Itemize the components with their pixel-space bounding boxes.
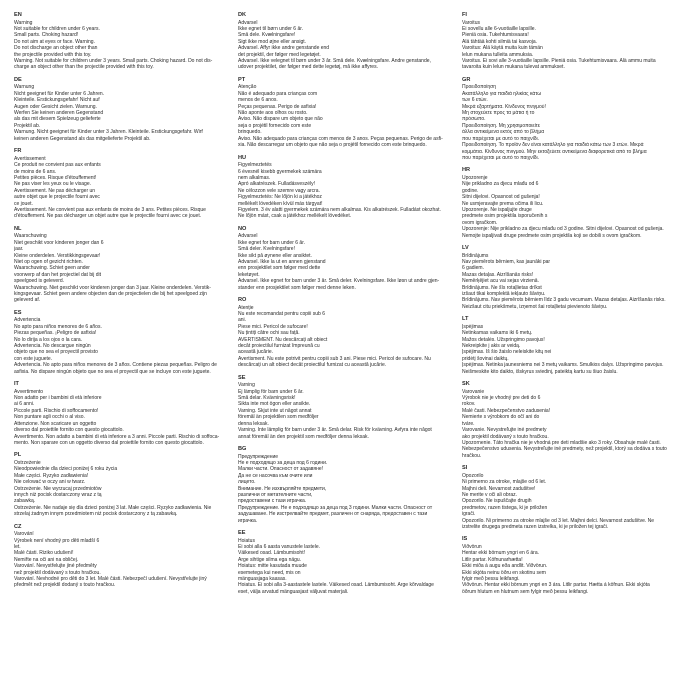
warning-text-line: предоставени с тази играчка. — [238, 498, 307, 505]
warning-text-line: лицето. — [238, 479, 256, 486]
warning-text-line: Ne usmjeravajte prema očima ili licu. — [462, 200, 544, 207]
warning-text-line: AVERTISMENT. Nu descărcați alt obiect — [238, 336, 328, 343]
warning-text-line: 6 évesnél kisebb gyermekek számára — [238, 168, 322, 175]
language-code: LV — [462, 244, 469, 251]
warning-text-line: Niet geschikt voor kinderen jonger dan 6 — [14, 239, 104, 246]
warning-text-line: Piese mici. Pericol de sufocare! — [238, 323, 308, 330]
warning-text-line: innych niż pocisk dostarczony wraz z tą — [14, 491, 102, 498]
warning-text-line: Advarsel — [238, 19, 258, 26]
warning-text-line: udover projektilet, der følger med dette legetøj, må ikke affyres. — [238, 64, 378, 71]
language-code: FR — [14, 148, 22, 155]
warning-text-line: mellékelt lövedéken kívül más tárgyat! — [238, 200, 323, 207]
warning-text-line: Sikta inte mot ögon eller ansikte. — [238, 401, 311, 408]
warning-text-line: ce jouet. — [14, 200, 33, 207]
warning-text-line: než projektil dodávaný s touto hračkou. — [14, 569, 101, 576]
language-code: EE — [238, 529, 246, 536]
warning-text-line: Nemiřte na oči ani na obličej. — [14, 556, 79, 563]
warning-text-line: strzelaj żadnym innym przedmiotem niż pocisk dostarczony z tą zabawką. — [14, 511, 178, 518]
warning-text-line: Ikke egnet til børn under 6 år. — [238, 26, 304, 32]
language-code: IT — [14, 381, 19, 388]
warning-text-line: που παρέχεται με αυτό το παιχνίδι. — [462, 135, 540, 142]
warning-text-line: Varovanie — [462, 388, 485, 395]
warning-text-line: Nemojte ispaljivati druge predmete osim projektila koji se dobili s ovom igračkom. — [462, 232, 642, 239]
warning-text-line: Non puntare agli occhi o al viso. — [14, 414, 85, 421]
warning-text-line: als das mit diesem Spielzeug gelieferte — [14, 116, 101, 123]
warning-text-line: Pieniä osia. Tukehtumisvaara! — [462, 32, 529, 39]
warning-text-line: the projectile provided with this toy. — [14, 51, 92, 58]
warning-text-line: Figyelem. 3 év alatti gyermekek számára nem alkalmas. Kis alkatrészek. Fulladást okozhat. — [238, 206, 441, 213]
warning-text-line: Projektil ab. — [14, 122, 41, 129]
warning-text-line: Avertissement. Ne pas décharger un — [14, 187, 96, 194]
warning-text-line: Små deler. Kvelningsfare! — [238, 246, 295, 253]
warning-text-line: Avertisment. Nu este potrivit pentru copiii sub 3 ani. Piese mici. Pericol de sufocare. Nu — [238, 355, 431, 362]
warning-text-line: задушаване. Не изстрелвайте предмет, различен от снаряда, предоставен с тази — [238, 511, 428, 518]
warning-text-line: Advarsel. Ikke egnet for barn under 3 år. Små deler. Kvelningsfare. Ikke løsn ut andre gjen- — [238, 278, 440, 285]
warning-text-line: Ei sovellu alle 6-vuotiaille lapsille. — [462, 26, 536, 32]
warning-text-line: Not suitable for children under 6 years. — [14, 26, 100, 32]
warning-text-line: Ostrzeżenie. Nie nadaje się dla dzieci poniżej 3 lat. Małe części. Ryzyko zadławienia. Nie — [14, 504, 212, 511]
warning-text-line: Hoiatus — [238, 537, 255, 544]
column-3 — [462, 12, 674, 601]
warning-text-line: Nie celować w oczy ani w twarz. — [14, 479, 86, 486]
warning-text-line: keinen anderen Gegenstand als das mitgelieferte Projektil ab. — [14, 135, 151, 142]
warning-text-line: föremål än projektilen som medföljer — [238, 414, 319, 421]
warning-text-line: Výrobok nie je vhodný pre deti do 6 — [462, 395, 541, 402]
warning-text-line: Viðvörun. Hentar ekki börnum yngri en 3 ára. Litlir partar. Hætta á köfnun. Ekki skjóta — [462, 582, 650, 589]
warning-section-pt — [238, 77, 450, 149]
warning-text-line: hračkou. — [462, 452, 482, 459]
warning-text-line: menos de 6 anos. — [238, 97, 278, 104]
warning-text-line: Ekki skjóta neinu öðru en skotinu sem — [462, 569, 546, 576]
warning-text-line: Nu este recomandat pentru copiii sub 6 — [238, 311, 325, 317]
warning-text-line: 6 gadiem. — [462, 265, 484, 272]
warning-text-line: predmetov, razen tistega, ki je priložen — [462, 504, 548, 511]
warning-text-line: Avertissement — [14, 155, 46, 162]
warning-text-line: Advertencia. No descargue ningún — [14, 343, 91, 350]
warning-text-line: Malé části. Riziko udušení! — [14, 550, 74, 557]
warning-text-line: ani. — [238, 317, 247, 324]
warning-text-line: autre objet que le projectile fourni avec — [14, 194, 100, 201]
warning-text-line: Įspėjimas. Iš šio žaislo neleiskite kitų nei — [462, 349, 552, 356]
warning-text-line: Avertissement. Ne convient pas aux enfants de moins de 3 ans. Petites pièces. Risque — [14, 206, 206, 213]
warning-text-line: Varoitus — [462, 19, 480, 26]
warning-text-line: Varování. Nevystřelujte jiné předměty — [14, 563, 97, 570]
warning-text-line: kingsgevaar. Schiet geen andere objecten dan de projectielen die bij het speelgoed zijn — [14, 291, 207, 297]
warning-text-line: let. — [14, 543, 21, 550]
warning-text-line: Werfen Sie keinen anderen Gegenstand — [14, 110, 104, 117]
warning-text-line: κομμάτια. Κίνδυνος πνιγμού. Μην εκτοξεύετε αντικείμενα διαφορετικά από το βλήμα — [462, 148, 647, 155]
warning-text-line: Advertencia. No apto para niños menores de 3 años. Contiene piezas pequeñas. Peligro de — [14, 362, 217, 369]
language-code: NL — [14, 225, 22, 232]
warning-text-line: nem alkalmas. — [238, 174, 271, 181]
warning-text-line: esemetega kui need, mis on — [238, 569, 301, 576]
warning-text-line: Não aponte aos olhos ou rosto. — [238, 110, 308, 117]
warning-text-line: izšaut tikai komplektā iekļauto šāviņu. — [462, 291, 546, 297]
warning-text-line: Varování — [14, 531, 34, 538]
language-code: EN — [14, 12, 22, 18]
warning-text-line: Ne pas viser les yeux ou le visage. — [14, 181, 91, 188]
warning-text-line: Attenzione. Non scaricare un oggetto — [14, 420, 97, 427]
warning-section-it — [14, 381, 226, 446]
warning-text-line: Small parts. Choking hazard! — [14, 32, 79, 39]
warning-text-line: Kleine onderdelen. Verstikkingsgevaar! — [14, 252, 101, 259]
warning-text-line: Μικρά εξαρτήματα. Κίνδυνος πνιγμού! — [462, 103, 546, 110]
warning-text-line: Do not discharge an object other than — [14, 45, 98, 52]
warning-text-line: Varování. Nevhodné pro děti do 3 let. Malé části. Nebezpečí udušení. Nevystřelujte jiný — [14, 576, 207, 582]
warning-section-pl — [14, 452, 226, 517]
warning-text-line: fylgir með þessu leikfangi. — [462, 576, 520, 582]
warning-text-line: Figyelmeztetés: Ne lőjön ki a játékhoz — [238, 194, 322, 201]
column-1 — [14, 12, 226, 595]
warning-text-line: Mažos detalės. Užspringimo pavojus! — [462, 336, 545, 343]
warning-text-line: Litlir partar. Köfnunarhætta! — [462, 556, 523, 563]
warning-text-line: Waarschuwing. Schiet geen ander — [14, 265, 90, 272]
warning-text-line: predmete osim projektila isporučenih s — [462, 213, 548, 220]
column-2 — [238, 12, 450, 601]
warning-text-line: Opozorilo — [462, 472, 484, 479]
warning-section-hr — [462, 167, 674, 239]
warning-text-line: Varning. Skjut inte ut något annat — [238, 407, 312, 414]
warning-text-line: Advarsel. Ikke la ut en annen gjenstand — [238, 258, 326, 265]
warning-section-nl — [14, 226, 226, 304]
warning-text-line: Nemierte s výrobkom do očí ani do — [462, 414, 540, 421]
warning-text-line: Nav piemērots bērniem, kas jaunāki par — [462, 258, 551, 265]
warning-text-line: Ακατάλληλο για παιδιά ηλικίας κάτω — [462, 90, 542, 97]
warning-text-line: Upozorenje. Ne ispaljujte druge — [462, 206, 532, 213]
warning-text-line: igrači. — [462, 511, 476, 518]
warning-text-line: asfixia. No dispare ningún objeto que no sea el proyectil que se incluye con este juguete. — [14, 368, 211, 375]
warning-text-line: Ikke sikt på øynene eller ansiktet. — [238, 252, 312, 259]
warning-text-line: Ne lőjön mást, csak a játékhoz mellékelt lövedéket. — [238, 213, 352, 220]
warning-text-line: de moins de 6 ans. — [14, 168, 57, 175]
warning-text-line: Предупреждение — [238, 453, 279, 460]
warning-text-line: Waarschuwing — [14, 233, 47, 240]
warning-text-line: играчка. — [238, 517, 258, 524]
warning-text-line: Įspėjimas — [462, 323, 484, 330]
warning-text-line: leketøyet. — [238, 271, 260, 278]
warning-text-line: Små delar. Kvävningsrisk! — [238, 395, 296, 402]
warning-section-hu — [238, 155, 450, 220]
warning-text-line: Malé časti. Nebezpečenstvo zadusenia! — [462, 407, 551, 414]
warning-text-line: předmět než projektil dodaný s touto hračkou. — [14, 582, 116, 589]
language-code: GR — [462, 76, 471, 83]
warning-text-line: izstrelite drugega predmeta razen izstrelka, ki je priložen tej igrači. — [462, 523, 609, 530]
warning-text-line: Viðvörun — [462, 543, 482, 550]
warning-section-fi — [462, 12, 674, 71]
warning-text-line: lelun mukana tulleita ammuksia. — [462, 51, 534, 58]
warning-text-line: Apró alkatrészek. Fulladásveszély! — [238, 181, 315, 188]
warning-section-fr — [14, 148, 226, 220]
warning-text-line: Nicht geeignet für Kinder unter 6 Jahren. — [14, 90, 105, 97]
warning-text-line: Piezas pequeñas. ¡Peligro de asfixia! — [14, 330, 97, 337]
warning-section-ee — [238, 530, 450, 595]
warning-text-line: mänguasjaga kaasas. — [238, 576, 287, 582]
warning-text-line: Hoiatus. Ei sobi alla 3-aastastele lastele. Väikesed osad. Lämbumisoht. Ärge kõrvaldage — [238, 582, 434, 589]
warning-text-line: stander enn prosjektilet som følger med denne leken. — [238, 284, 356, 291]
warning-text-line: Kleinteile. Erstickungsgefahr! Nicht auf — [14, 97, 100, 104]
language-code: HR — [462, 167, 471, 174]
warning-section-dk — [238, 12, 450, 71]
warning-text-line: Ikke egnet for barn under 6 år. — [238, 239, 305, 246]
warning-text-line: Waarschuwing. Niet geschikt voor kinderen jonger dan 3 jaar. Kleine onderdelen. Verstik- — [14, 284, 211, 291]
warning-text-line: tváre. — [462, 420, 475, 427]
warning-text-line: Hoiatus: mitte kasutada muude — [238, 563, 307, 570]
warning-text-line: det projektil, der følger med legetøjet. — [238, 51, 321, 58]
language-code: IS — [462, 536, 468, 543]
warning-text-line: Ei sobi alla 6 aasta vanustele lastele. — [238, 543, 320, 550]
warning-text-line: Advarsel. Ikke velegnet til børn under 3 år. Små dele. Kvælningsfare. Andre genstande, — [238, 58, 431, 65]
warning-text-line: Små dele. Kvælningsfare! — [238, 32, 296, 39]
warning-text-line: Ne merite v oči ali obraz. — [462, 491, 518, 498]
warning-text-line: Nu țintiți către ochi sau față. — [238, 330, 300, 337]
warning-text-line: Nemērķējiet acu vai sejas virzienā. — [462, 278, 539, 285]
warning-text-line: Varoitus. Ei sovi alle 3-vuotiaille lapsille. Pieniä osia. Tukehtumisvaara. Älä ammu muita — [462, 58, 656, 65]
warning-text-line: Niet op ogen of gezicht richten. — [14, 258, 83, 265]
warning-text-line: που παρέχεται με αυτό το παιχνίδι. — [462, 154, 540, 161]
warning-text-line: Ekki miða á augu eða andlit. Viðvörun. — [462, 563, 548, 570]
warning-text-line: Brīdinājums. Nav piemērots bērniem līdz 3 gadu vecumam. Mazas detaļas. Aizrīšanās risks. — [462, 297, 666, 304]
warning-text-line: Warning. Not suitable for children under 3 years. Small parts. Choking hazard. Do not dis- — [14, 58, 213, 65]
warning-text-line: speelgoed is geleverd. — [14, 278, 65, 285]
language-code: SK — [462, 381, 470, 388]
language-code: LT — [462, 316, 469, 323]
warning-text-line: Výrobek není vhodný pro děti mladší 6 — [14, 537, 100, 544]
warning-text-line: seja o projétil fornecido com este — [238, 122, 312, 129]
warning-section-gr — [462, 77, 674, 161]
warning-text-line: jaar. — [14, 246, 24, 253]
warning-text-line: Advarsel — [238, 233, 258, 240]
warning-text-line: Varovanie. Nevystreľujte iné predmety — [462, 427, 547, 434]
warning-text-line: Não é adequado para crianças com — [238, 90, 318, 97]
warning-text-line: άλλα αντικείμενα εκτός από το βλήμα — [462, 129, 545, 136]
warning-text-line: Не е подходящо за деца под 6 години. — [238, 459, 328, 466]
warning-text-line: enn prosjektilet som følger med dette — [238, 265, 321, 272]
language-code: HU — [238, 154, 247, 161]
language-code: PT — [238, 76, 246, 83]
warning-text-line: Varning — [238, 382, 255, 389]
warning-text-line: ako projektil dodávaný s touto hračkou. — [462, 433, 549, 440]
warning-text-line: Nije prikladno za djecu mlađu od 6 — [462, 181, 539, 188]
warning-text-line: πρόσωπο. — [462, 116, 486, 123]
warning-section-en — [14, 12, 226, 71]
warning-section-se — [238, 375, 450, 440]
warning-text-line: Ostrzeżenie — [14, 459, 41, 466]
warning-text-line: Neizšaut citu priekšmetu, izņemot šai rotaļlietai pievienoto šāviņu. — [462, 303, 608, 310]
language-code: ES — [14, 309, 22, 316]
warning-text-line: descărcați un alt obiect decât proiectilul furnizat cu această jucărie. — [238, 362, 387, 369]
warning-text-line: Sigt ikke mod øjne eller ansigt. — [238, 38, 307, 45]
warning-text-line: Väikesed osad. Lämbumisoht! — [238, 550, 305, 557]
warning-text-line: această jucărie. — [238, 349, 274, 356]
warning-section-no — [238, 226, 450, 291]
warning-text-line: No lo dirija a los ojos o la cara. — [14, 336, 83, 343]
warning-text-line: voorwerp af dan het projectiel dat bij dit — [14, 271, 101, 278]
warning-text-line: rokov. — [462, 401, 476, 408]
warning-text-line: annat föremål än den projektil som medföljer denna leksak. — [238, 433, 369, 440]
warning-text-line: geleverd af. — [14, 297, 41, 304]
warning-text-line: Brīdinājums. Ne šīs rotaļlietas drīkst — [462, 284, 542, 291]
warning-text-line: pridėtį šovinai daiktų. — [462, 355, 509, 362]
warning-section-de — [14, 77, 226, 142]
warning-text-line: Hentar ekki börnum yngri en 6 ára. — [462, 550, 539, 557]
warning-text-line: Ostrzeżenie. Nie wyrzucaj przedmiotów — [14, 485, 102, 492]
warning-text-line: xia. Não descarregar um objeto que não seja o projétil fornecido com este brinquedo. — [238, 142, 427, 149]
warning-text-line: ai 6 anni. — [14, 401, 35, 408]
warning-text-line: objeto que no sea el proyectil provisto — [14, 349, 98, 356]
warning-text-line: zabawką. — [14, 498, 36, 505]
warning-text-line: Προειδοποίηση — [462, 84, 496, 91]
warning-text-line: Nieodpowiednie dla dzieci poniżej 6 roku życia — [14, 466, 118, 473]
warning-section-cz — [14, 524, 226, 589]
warning-text-line: tavaroita kuin lelun mukana tulevat ammukset. — [462, 64, 565, 71]
warning-text-line: Älä tähtää kohti silmiä tai kasvoja. — [462, 38, 538, 45]
warning-section-ro — [238, 297, 450, 369]
warning-section-lv — [462, 245, 674, 310]
warning-text-line: Do not aim at eyes or face. Warning. — [14, 38, 95, 45]
warning-text-line: Peças pequenas. Perigo de asfixia! — [238, 103, 317, 110]
warning-text-line: Nebezpečenstvo udusenia. Nevystreľujte iné predmety, než projektil, ktorý sa dodáva s touto — [462, 446, 667, 453]
language-code: SE — [238, 374, 246, 381]
warning-text-line: ovom igračkom. — [462, 219, 498, 226]
warning-text-line: Προειδοποίηση. Το προϊόν δεν είναι κατάλληλο για παιδιά κάτω των 3 ετών. Μικρά — [462, 142, 644, 149]
warning-text-line: charge an object other than the projectile provided with this toy. — [14, 64, 154, 71]
language-code: RO — [238, 297, 247, 303]
warning-text-line: Upozorenje — [462, 174, 488, 181]
warning-text-line: mento. Non sparare con un oggetto diverso dal proiettile fornito con questo giocattolo. — [14, 439, 204, 446]
language-code: DK — [238, 12, 247, 18]
warning-text-line: Avvertimento — [14, 388, 44, 395]
warning-text-line: Upozornenie. Táto hračka nie je vhodná pre deti mladšie ako 3 roky. Obsahuje malé časti. — [462, 439, 661, 446]
warning-section-es — [14, 310, 226, 375]
warning-text-line: Да не се насочва към очите или — [238, 472, 313, 479]
warning-text-line: Advarsel. Affyr ikke andre genstande end — [238, 45, 330, 52]
language-code: BG — [238, 445, 247, 452]
warning-text-line: Netinkamas vaikams iki 6 metų. — [462, 330, 533, 337]
warning-text-line: Προειδοποίηση. Μη χρησιμοποιείτε — [462, 122, 540, 129]
warning-text-line: различни от метателните части, — [238, 491, 313, 498]
warning-text-line: Aviso. Não adequado para crianças com menos de 3 anos. Peças pequenas. Perigo de asfi- — [238, 135, 443, 142]
warning-text-line: Ärge sihtige silma ega nägu. — [238, 556, 302, 563]
warning-section-sk — [462, 381, 674, 459]
warning-text-line: decât proiectilul furnizat împreună cu — [238, 343, 320, 350]
language-code: NO — [238, 225, 247, 232]
language-code: PL — [14, 452, 22, 459]
warning-text-line: Ni primerno za otroke, mlajše od 6 let. — [462, 479, 547, 486]
warning-text-line: Upozorenje: Nije prikladno za djecu mlađu od 3 godine. Sitni dijelovi. Opasnost od gušenja. — [462, 226, 664, 233]
language-code: CZ — [14, 523, 22, 530]
warning-text-line: denna leksak. — [238, 420, 269, 427]
warning-text-line: Brīdinājums — [462, 252, 489, 259]
warning-text-line: Augen oder Gesicht zielen. Warnung. — [14, 103, 97, 110]
warning-text-line: Warnung — [14, 84, 35, 91]
warning-text-line: Neišmeskite kito daikto, išskyrus sviedinį, pateiktą kartu su šiuo žaislu. — [462, 368, 618, 375]
language-code: SI — [462, 465, 468, 472]
warning-text-line: Предупреждение. Не е подходящо за деца под 3 години. Малки части. Опасност от — [238, 504, 433, 511]
warning-text-line: Įspėjimas. Netinka jaunesniems nei 3 metų vaikams. Smulkios dalys. Užspringimo pavojus. — [462, 362, 664, 369]
warning-text-line: Sitni dijelovi. Opasnost od gušenja! — [462, 194, 540, 201]
warning-text-line: Petites pièces. Risque d'étouffement! — [14, 174, 97, 181]
warning-text-line: Ne célozzon vele szemre vagy arcra. — [238, 187, 320, 194]
warning-section-bg — [238, 446, 450, 524]
warning-text-line: Varoitus: Älä käytä muita kuin tämän — [462, 45, 543, 52]
warning-text-line: öðrum hlutum en hlutnum sem fylgir með þessu leikfangi. — [462, 588, 589, 595]
warning-text-line: Atenție — [238, 304, 254, 311]
warning-text-line: Внимание. Не изхвърляйте предмети, — [238, 485, 327, 492]
language-code: DE — [14, 76, 22, 83]
warning-text-line: godine. — [462, 187, 479, 194]
warning-text-line: Małe części. Ryzyko zadławienia! — [14, 472, 89, 479]
warning-text-line: Piccole parti. Rischio di soffocamento! — [14, 407, 99, 414]
warning-text-line: con este juguete. — [14, 355, 53, 362]
warning-text-line: Majhni deli. Nevarnost zadušitve! — [462, 485, 536, 492]
warning-text-line: Малки части. Опасност от задавяне! — [238, 466, 323, 473]
warning-section-si — [462, 465, 674, 530]
warning-text-line: Opozorilo. Ne ispuščajte drugih — [462, 498, 532, 505]
warning-section-is — [462, 536, 674, 595]
language-code: FI — [462, 12, 467, 18]
warning-text-line: των 6 ετών. — [462, 97, 488, 104]
warning-text-line: Avvertimento. Non adatto a bambini di età inferiore a 3 anni. Piccole parti. Rischio di soffoca- — [14, 433, 220, 440]
warning-text-line: Figyelmeztetés — [238, 162, 272, 169]
warning-text-line: Opozorilo. Ni primerno za otroke mlajše od 3 let. Majhni delci. Nevarnost zadušitve. Ne — [462, 517, 655, 524]
warning-text-line: Varning. Inte lämplig för barn under 3 år. Små delar. Risk för kvävning. Avfyra inte något — [238, 427, 432, 434]
warning-text-line: d'étouffement. Ne pas décharger un objet autre que le projectile fourni avec ce jouet. — [14, 213, 202, 220]
warning-text-line: No apto para niños menores de 6 años. — [14, 323, 102, 330]
warning-text-line: Nekreipkite į akis ar veidą. — [462, 343, 521, 350]
warning-text-line: Aviso. Não dispare um objeto que não — [238, 116, 323, 123]
warning-text-line: eset, välja arvatud mänguasjast väljuvat materjali. — [238, 588, 349, 595]
warning-text-line: Atenção — [238, 84, 257, 91]
warning-section-lt — [462, 316, 674, 375]
warning-text-line: Advertencia — [14, 317, 41, 324]
warning-text-line: Non adatto per i bambini di età inferiore — [14, 395, 102, 402]
warning-text-line: Ce produit ne convient pas aux enfants — [14, 162, 101, 169]
warning-text-line: Warnung. Nicht geeignet für Kinder unter 3 Jahren. Kleinteile. Erstickungsgefahr. Wirf — [14, 129, 203, 136]
warning-text-line: Ej lämplig för barn under 6 år. — [238, 388, 304, 395]
warning-text-line: Warning — [14, 19, 33, 26]
warning-text-line: diverso dal proiettile fornito con questo giocattolo. — [14, 427, 124, 434]
warning-text-line: Mazas detaļas. Aizrīšanās risks! — [462, 271, 534, 278]
warning-text-line: Μη στοχεύετε προς τα μάτια ή το — [462, 110, 535, 117]
warning-text-line: brinquedo. — [238, 129, 262, 136]
